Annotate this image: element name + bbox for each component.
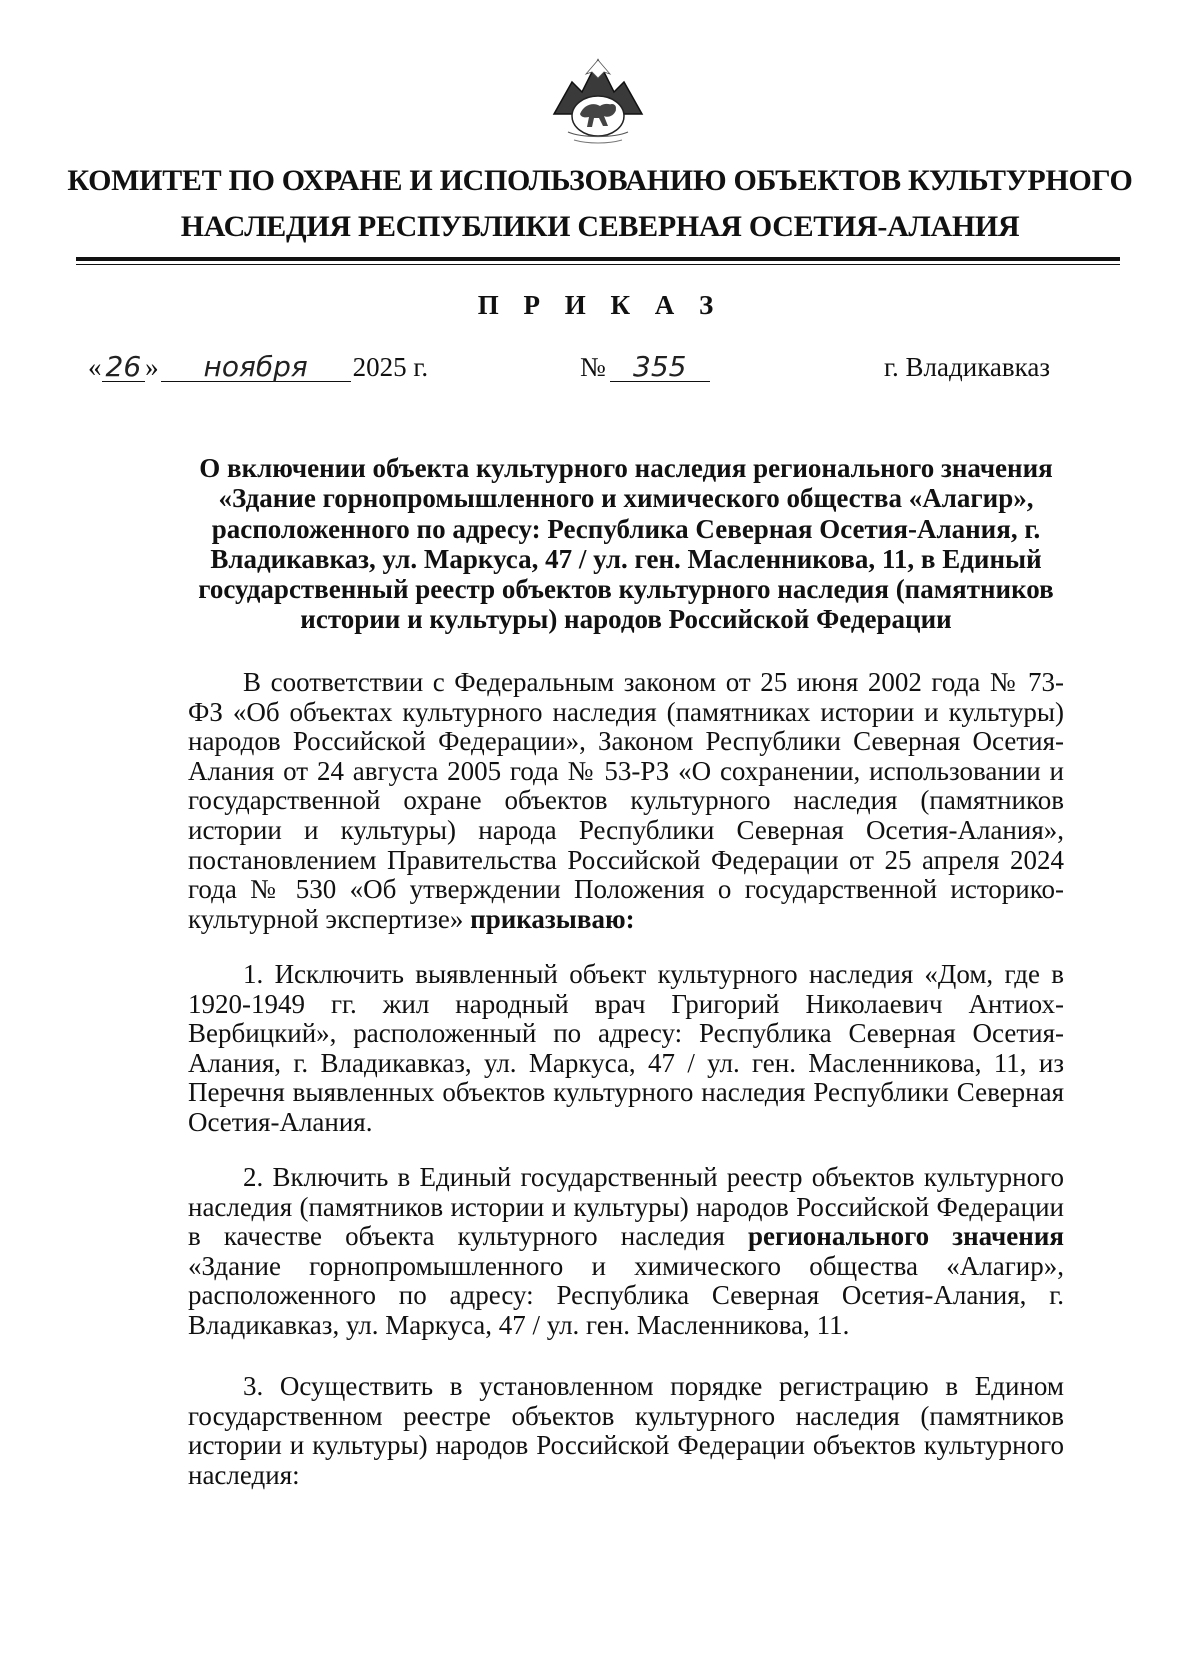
number-label: № — [580, 352, 606, 382]
order-number — [580, 352, 710, 383]
item-3-paragraph: 3. Осуществить в установленном порядке регистрацию в Едином государственном реестре объектов культурного наследия (памятников истории и культуры) народов Российской Федерации объектов культурного наследия: — [188, 1371, 1064, 1490]
date-quote-close: » — [145, 352, 159, 382]
organization-name-line1: КОМИТЕТ ПО ОХРАНЕ И ИСПОЛЬЗОВАНИЮ ОБЪЕКТОВ КУЛЬТУРНОГО — [67, 164, 1133, 197]
date-quote-open: « — [88, 352, 102, 382]
preamble-paragraph — [188, 668, 1064, 934]
date-month-handwritten: ноября — [161, 353, 351, 382]
order-city: г. Владикавказ — [884, 352, 1050, 382]
order-title: О включении объекта культурного наследия регионального значения «Здание горнопромышленного и химического общества «Алагир», расположенного по адресу: Республика Северная Осетия-Алания, г. Владикавказ, ул. Маркуса, 47 / ул. ген. Масленникова, 11, в Единый государственный реестр объектов культурного наследия (памятников истории и культуры) народов Российской Федерации — [198, 453, 1054, 635]
item-2-text-a: 2. Включить в Единый государственный реестр объектов культурного наследия (памятников истории и культуры) народов Российской Федерации в качестве объекта культурного наследия — [188, 1162, 1064, 1252]
order-date — [88, 352, 448, 383]
number-handwritten: 355 — [610, 353, 710, 382]
header-divider-thick — [76, 257, 1120, 261]
date-year: 2025 г. — [352, 352, 429, 382]
item-1-paragraph: 1. Исключить выявленный объект культурного наследия «Дом, где в 1920-1949 гг. жил народный врач Григорий Николаевич Антиох-Вербицкий», расположенный по адресу: Республика Северная Осетия-Алания, г. Владикавказ, ул. Маркуса, 47 / ул. ген. Масленникова, 11, из Перечня выявленных объектов культурного наследия Республики Северная Осетия-Алания. — [188, 959, 1064, 1137]
item-2-text-b: «Здание горнопромышленного и химического общества «Алагир», расположенного по адресу: Республика Северная Осетия-Алания, г. Владикавказ, ул. Маркуса, 47 / ул. ген. Масленникова, 11. — [188, 1250, 1064, 1340]
preamble-directive: приказываю: — [470, 903, 635, 934]
coat-of-arms-icon — [548, 52, 648, 148]
preamble-text: В соответствии с Федеральным законом от 25 июня 2002 года № 73- ФЗ «Об объектах культурного наследия (памятниках истории и культуры) народов Российской Федерации», Законом Республики Северная Осетия-Алания от 24 августа 2005 года № 53-РЗ «О сохранении, использовании и государственной охране объектов культурного наследия (памятников истории и культуры) народа Республики Северная Осетия-Алания», постановлением Правительства Российской Федерации от 25 апреля 2024 года № 530 «Об утверждении Положения о государственной историко-культурной экспертизе» — [188, 667, 1064, 934]
item-2-significance: регионального значения — [747, 1221, 1064, 1252]
item-2-paragraph — [188, 1163, 1064, 1341]
date-day-handwritten: 26 — [102, 353, 146, 382]
document-type-heading: П Р И К А З — [477, 290, 723, 320]
header-divider-thin — [76, 264, 1120, 265]
organization-name-line2: НАСЛЕДИЯ РЕСПУБЛИКИ СЕВЕРНАЯ ОСЕТИЯ-АЛАНИЯ — [180, 210, 1020, 243]
